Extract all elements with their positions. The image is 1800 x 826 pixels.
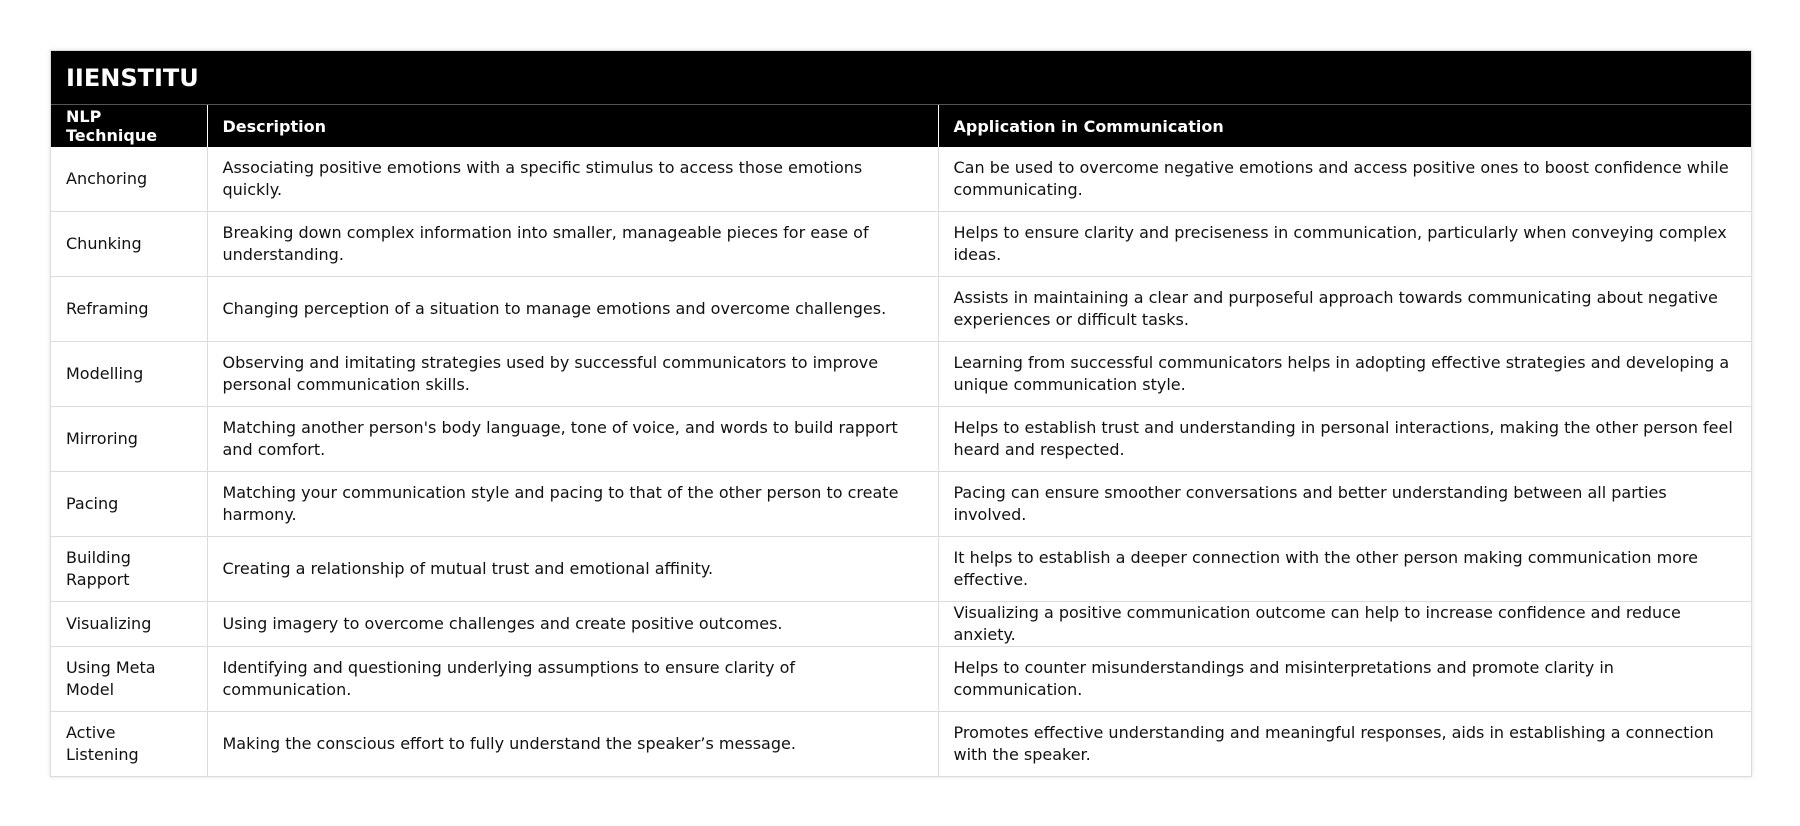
cell-application: Helps to establish trust and understanding in personal interactions, making the other person feel heard and respected. bbox=[938, 407, 1751, 472]
table-row bbox=[51, 537, 1751, 602]
cell-application: Pacing can ensure smoother conversations and better understanding between all parties involved. bbox=[938, 472, 1751, 537]
cell-technique: Building Rapport bbox=[51, 537, 207, 602]
column-header-application: Application in Communication bbox=[938, 105, 1751, 148]
cell-application: Can be used to overcome negative emotions and access positive ones to boost confidence while communicating. bbox=[938, 147, 1751, 212]
table-row bbox=[51, 647, 1751, 712]
cell-technique: Using Meta Model bbox=[51, 647, 207, 712]
cell-description: Breaking down complex information into smaller, manageable pieces for ease of understanding. bbox=[207, 212, 938, 277]
header-row bbox=[51, 105, 1751, 148]
cell-technique: Active Listening bbox=[51, 712, 207, 777]
brand-row bbox=[51, 51, 1751, 105]
cell-application: Learning from successful communicators helps in adopting effective strategies and developing a unique communication style. bbox=[938, 342, 1751, 407]
cell-application: Helps to ensure clarity and preciseness in communication, particularly when conveying complex ideas. bbox=[938, 212, 1751, 277]
cell-description: Identifying and questioning underlying assumptions to ensure clarity of communication. bbox=[207, 647, 938, 712]
table-row bbox=[51, 602, 1751, 647]
cell-technique: Anchoring bbox=[51, 147, 207, 212]
cell-application: Assists in maintaining a clear and purposeful approach towards communicating about negative experiences or difficult tasks. bbox=[938, 277, 1751, 342]
cell-technique: Chunking bbox=[51, 212, 207, 277]
table-row bbox=[51, 712, 1751, 777]
cell-description: Matching your communication style and pacing to that of the other person to create harmony. bbox=[207, 472, 938, 537]
cell-technique: Reframing bbox=[51, 277, 207, 342]
cell-application: It helps to establish a deeper connection with the other person making communication more effective. bbox=[938, 537, 1751, 602]
cell-description: Making the conscious effort to fully understand the speaker’s message. bbox=[207, 712, 938, 777]
cell-application: Visualizing a positive communication outcome can help to increase confidence and reduce anxiety. bbox=[938, 602, 1751, 647]
cell-technique: Visualizing bbox=[51, 602, 207, 647]
cell-application: Promotes effective understanding and meaningful responses, aids in establishing a connection with the speaker. bbox=[953, 723, 1714, 764]
cell-description: Using imagery to overcome challenges and create positive outcomes. bbox=[207, 602, 938, 647]
cell-description: Observing and imitating strategies used by successful communicators to improve personal communication skills. bbox=[207, 342, 938, 407]
table-row bbox=[51, 147, 1751, 212]
table-row bbox=[51, 342, 1751, 407]
nlp-table-container bbox=[50, 50, 1752, 777]
cell-description: Matching another person's body language, tone of voice, and words to build rapport and comfort. bbox=[207, 407, 938, 472]
cell-description: Creating a relationship of mutual trust and emotional affinity. bbox=[207, 537, 938, 602]
column-header-technique: NLP Technique bbox=[51, 105, 207, 148]
nlp-techniques-table bbox=[51, 51, 1751, 776]
table-row bbox=[51, 407, 1751, 472]
table-row bbox=[51, 212, 1751, 277]
cell-application: Helps to counter misunderstandings and misinterpretations and promote clarity in communication. bbox=[938, 647, 1751, 712]
cell-technique: Mirroring bbox=[51, 407, 207, 472]
cell-technique: Modelling bbox=[51, 342, 207, 407]
cell-description: Associating positive emotions with a specific stimulus to access those emotions quickly. bbox=[207, 147, 938, 212]
brand-title: IIENSTITU bbox=[51, 51, 1751, 105]
cell-technique: Pacing bbox=[51, 472, 207, 537]
column-header-description: Description bbox=[207, 105, 938, 148]
table-row bbox=[51, 277, 1751, 342]
table-row bbox=[51, 472, 1751, 537]
cell-description: Changing perception of a situation to manage emotions and overcome challenges. bbox=[207, 277, 938, 342]
